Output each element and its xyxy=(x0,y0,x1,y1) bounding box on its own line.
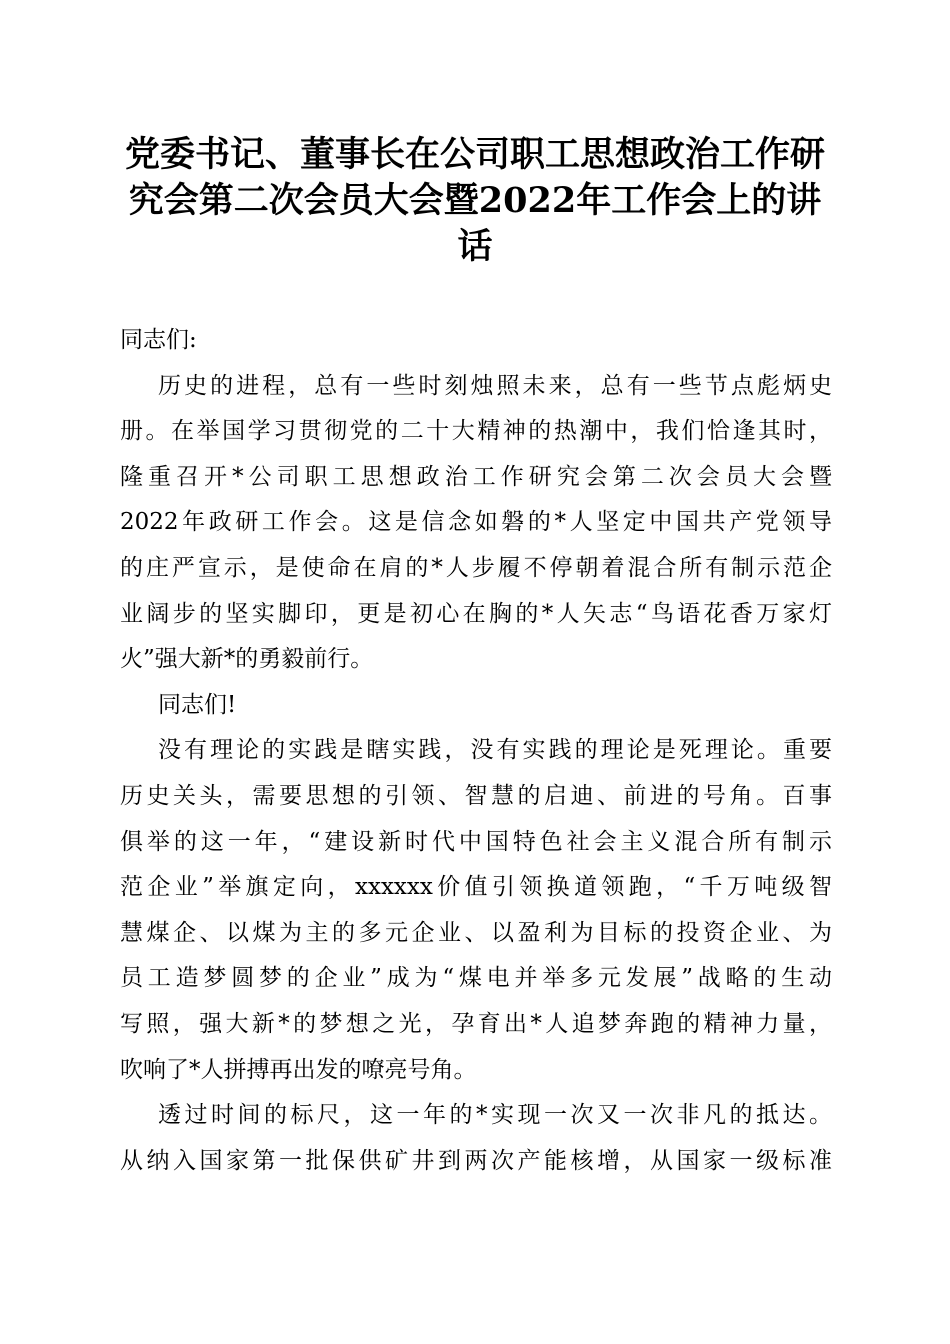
paragraph-line: 的庄严宣示，是使命在肩的*人步履不停朝着混合所有制示范企 xyxy=(120,554,832,581)
salutation: 同志们: xyxy=(120,327,197,353)
paragraph-line: 吹响了*人拼搏再出发的嘹亮号角。 xyxy=(120,1056,477,1083)
paragraph-line: 俱举的这一年，“建设新时代中国特色社会主义混合所有制示 xyxy=(120,828,832,855)
document-body xyxy=(120,318,832,1184)
paragraph xyxy=(120,1093,832,1184)
paragraph-line: 从纳入国家第一批保供矿井到两次产能核增，从国家一级标准 xyxy=(120,1147,832,1174)
paragraph-line: 员工造梦圆梦的企业”成为“煤电并举多元发展”战略的生动 xyxy=(120,965,832,992)
paragraph-line: 火”强大新*的勇毅前行。 xyxy=(120,646,374,673)
paragraph-line: 慧煤企、以煤为主的多元企业、以盈利为目标的投资企业、为 xyxy=(120,919,832,946)
paragraph-line: 没有理论的实践是瞎实践，没有实践的理论是死理论。重要 xyxy=(158,737,832,764)
paragraph-line: 隆重召开*公司职工思想政治工作研究会第二次会员大会暨 xyxy=(120,463,832,490)
paragraph-line: 写照，强大新*的梦想之光，孕育出*人追梦奔跑的精神力量， xyxy=(120,1010,832,1037)
title-line: 党委书记、董事长在公司职工思想政治工作研 xyxy=(124,134,825,175)
paragraph-line: 册。在举国学习贯彻党的二十大精神的热潮中，我们恰逢其时， xyxy=(120,418,832,445)
document-title xyxy=(100,132,850,270)
paragraph-line: 2022年政研工作会。这是信念如磐的*人坚定中国共产党领导 xyxy=(120,509,832,536)
paragraph xyxy=(120,364,832,683)
paragraph-line: 同志们! xyxy=(158,691,237,718)
paragraph-line: 透过时间的标尺，这一年的*实现一次又一次非凡的抵达。 xyxy=(158,1102,832,1129)
paragraph-line: 历史的进程，总有一些时刻烛照未来，总有一些节点彪炳史 xyxy=(158,372,832,399)
paragraph xyxy=(120,728,832,1093)
title-line: 究会第二次会员大会暨2022年工作会上的讲 xyxy=(128,180,822,221)
paragraph-line: 范企业”举旗定向，xxxxxx价值引领换道领跑，“千万吨级智 xyxy=(120,874,832,901)
paragraph-line: 历史关头，需要思想的引领、智慧的启迪、前进的号角。百事 xyxy=(120,782,832,809)
paragraph xyxy=(120,683,832,729)
title-line: 话 xyxy=(457,226,493,267)
paragraph-line: 业阔步的坚实脚印，更是初心在胸的*人矢志“鸟语花香万家灯 xyxy=(120,600,832,627)
